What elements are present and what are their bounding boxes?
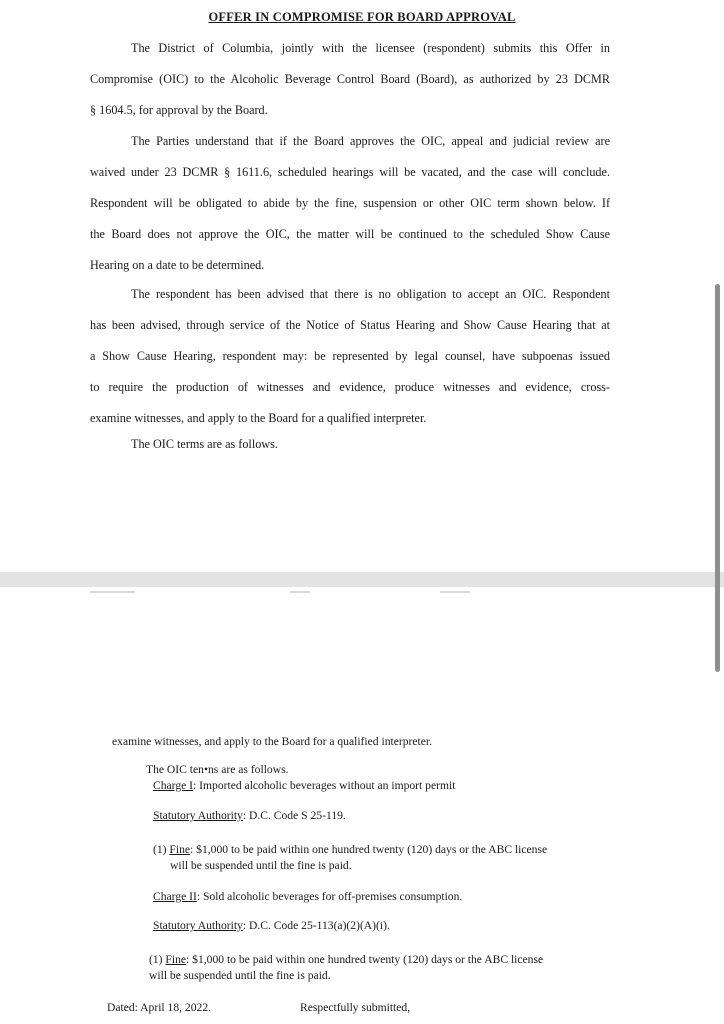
charge-1-line — [153, 779, 455, 792]
authority-text: : D.C. Code 25-113(a)(2)(A)(i). — [242, 919, 390, 932]
paragraph-1 — [90, 33, 610, 126]
text-line: waived under 23 DCMR § 1611.6, scheduled hearings will be vacated, and the case will conclude. — [90, 165, 610, 179]
vertical-scrollbar[interactable] — [715, 284, 720, 672]
fine-prefix: (1) — [153, 843, 170, 856]
authority-label: Statutory Authority — [153, 919, 243, 932]
paragraph-3 — [90, 279, 610, 434]
charge-1-label: Charge I — [153, 779, 194, 792]
charge-1-fine-cont: will be suspended until the fine is paid. — [170, 859, 352, 872]
fine-text: : $1,000 to be paid within one hundred twenty (120) days or the ABC license — [190, 843, 548, 856]
fine-label: Fine — [169, 843, 191, 856]
signature-line: Respectfully submitted, — [300, 1001, 411, 1014]
text-line: Compromise (OIC) to the Alcoholic Beverage Control Board (Board), as authorized by 23 DCMR — [90, 72, 610, 86]
text-line: the Board does not approve the OIC, the matter will be continued to the scheduled Show Cause — [90, 227, 610, 241]
charge-2-line — [153, 890, 462, 903]
text-line: The OIC terms are as follows. — [131, 437, 278, 451]
charge-2-label: Charge II — [153, 890, 197, 903]
text-line: to require the production of witnesses and evidence, produce witnesses and evidence, cross- — [90, 380, 610, 394]
scan-artifact — [290, 591, 310, 593]
charge-2-fine — [149, 953, 543, 966]
fine-prefix: (1) — [149, 953, 166, 966]
authority-text: : D.C. Code S 25-119. — [242, 809, 346, 822]
text-line: The respondent has been advised that there is no obligation to accept an OIC. Respondent — [131, 287, 610, 301]
text-line: Respondent will be obligated to abide by the fine, suspension or other OIC term shown below. If — [90, 196, 610, 210]
text-line: examine witnesses, and apply to the Board for a qualified interpreter. — [90, 411, 427, 425]
page-separator — [0, 572, 724, 587]
text-line: has been advised, through service of the Notice of Status Hearing and Show Cause Hearing that at — [90, 318, 610, 332]
dated-line: Dated: April 18, 2022. — [107, 1001, 212, 1014]
charge-1-fine — [153, 843, 547, 856]
charge-2-fine-cont: will be suspended until the fine is paid. — [149, 969, 331, 982]
text-line: The District of Columbia, jointly with the licensee (respondent) submits this Offer in — [131, 41, 610, 55]
charge-1-authority — [153, 809, 346, 822]
charge-2-text: : Sold alcoholic beverages for off-premises consumption. — [196, 890, 463, 903]
text-line: a Show Cause Hearing, respondent may: be represented by legal counsel, have subpoenas issued — [90, 349, 610, 363]
authority-label: Statutory Authority — [153, 809, 243, 822]
fine-label: Fine — [165, 953, 187, 966]
scan-artifact — [440, 591, 470, 593]
document-page-2 — [0, 587, 712, 1024]
paragraph-2 — [90, 126, 610, 281]
text-line: Hearing on a date to be determined. — [90, 258, 265, 272]
scan-artifact — [90, 591, 135, 593]
continued-line: examine witnesses, and apply to the Board for a qualified interpreter. — [112, 735, 433, 748]
charge-1-text: : Imported alcoholic beverages without an import permit — [193, 779, 456, 792]
terms-line: The OIC ten•ns are as follows. — [146, 763, 289, 776]
paragraph-4 — [90, 429, 610, 460]
text-line: The Parties understand that if the Board approves the OIC, appeal and judicial review are — [131, 134, 610, 148]
fine-text: : $1,000 to be paid within one hundred twenty (120) days or the ABC license — [186, 953, 544, 966]
text-line: § 1604.5, for approval by the Board. — [90, 103, 268, 117]
document-title: OFFER IN COMPROMISE FOR BOARD APPROVAL — [208, 10, 516, 24]
charge-2-authority — [153, 919, 390, 932]
